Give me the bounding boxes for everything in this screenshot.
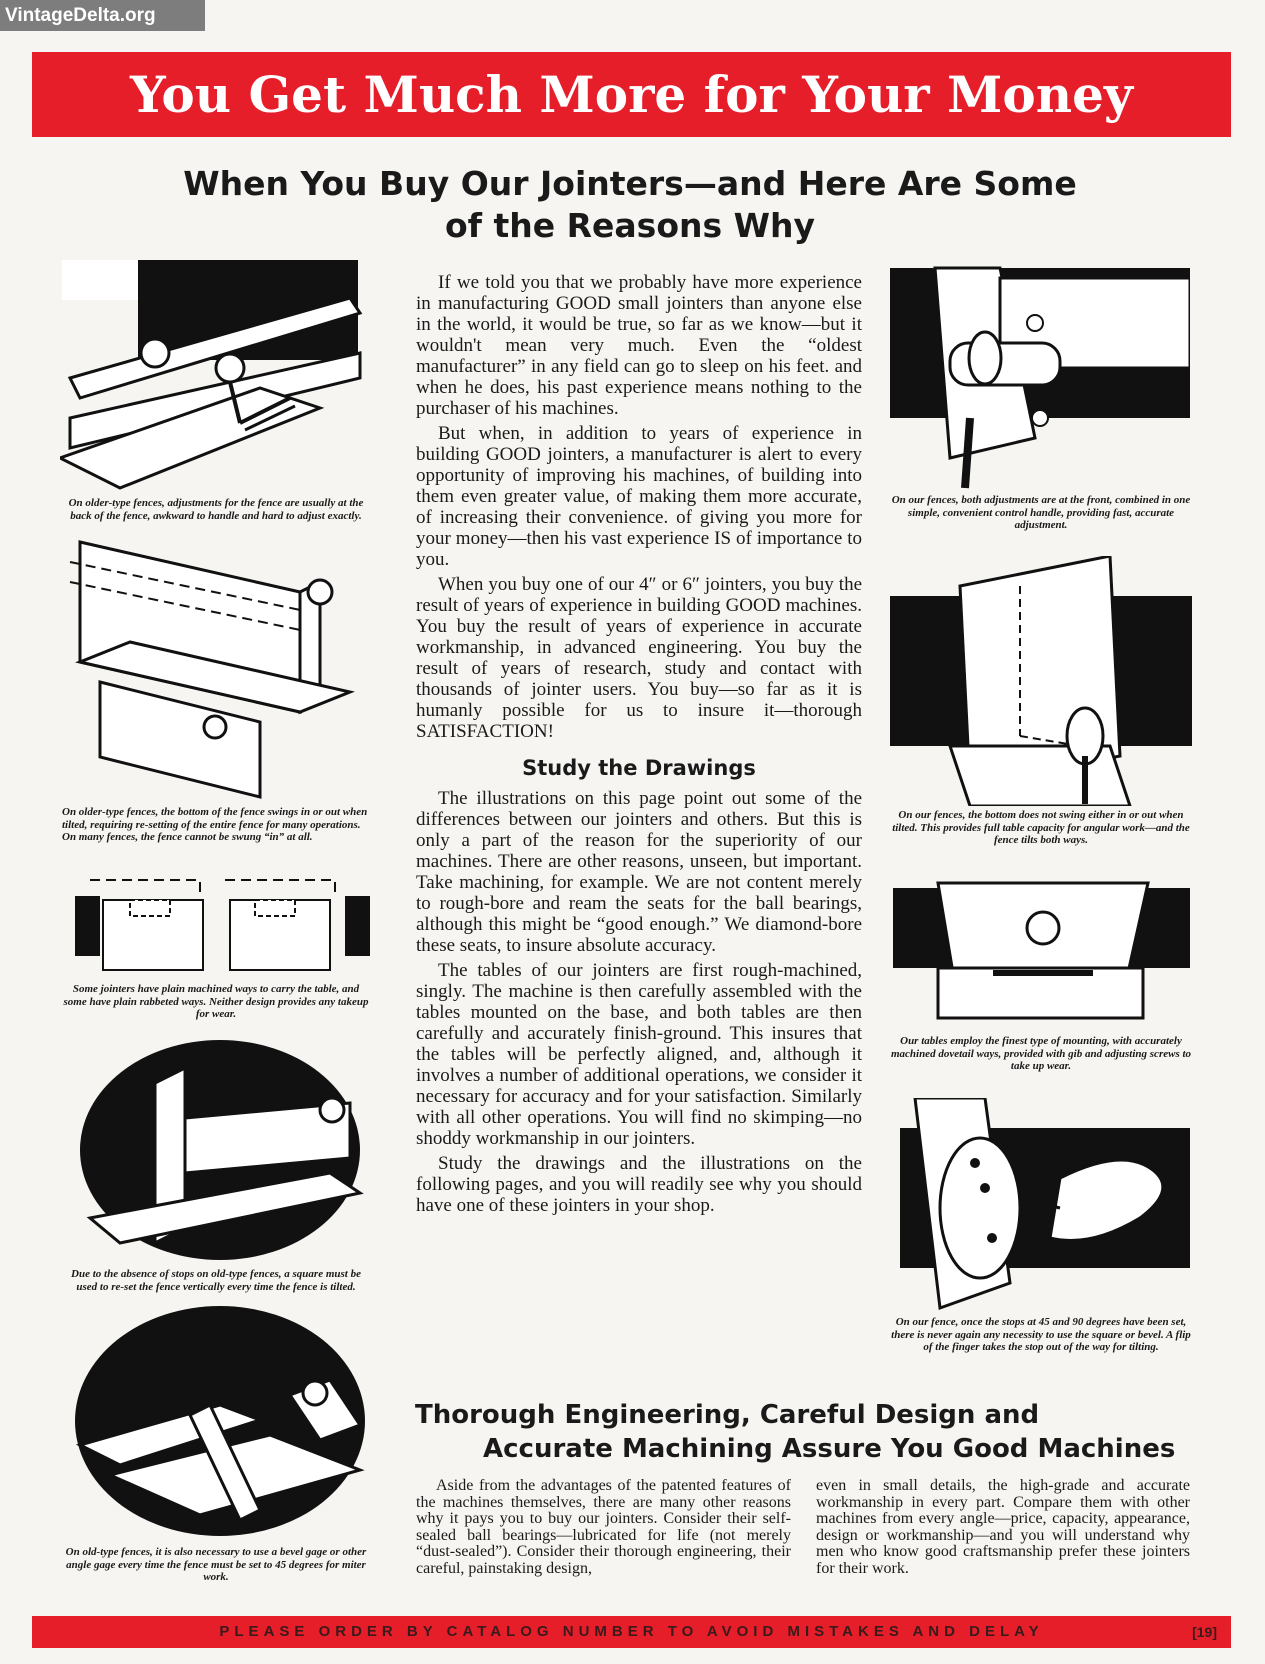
illustration-bevel-gage: [60, 1305, 380, 1537]
caption-old-fence-bottom-swing: On older-type fences, the bottom of the fence swings in or out when tilted, requiring re-setting of the entire fence for many operations. On many fences, the fence cannot be swung “in” at all.: [62, 806, 368, 843]
study-paragraph-1: The illustrations on this page point out some of the differences between our jointers and others. But this is only a part of the reason for the superiority of our machines. There are other reasons, unseen, but important. Take machining, for example. We are not content merely to rough-bore and ream the seats for the ball bearings, although this might be “good enough.” We diamond-bore these seats, to insure absolute accuracy.: [416, 788, 862, 956]
caption-dovetail-ways: Our tables employ the finest type of mounting, with accurately machined dovetail ways, provided with gib and adjusting screws to take up wear.: [890, 1035, 1192, 1072]
site-watermark: VintageDelta.org: [0, 0, 205, 31]
engineering-column-1: [416, 1478, 791, 1577]
study-paragraph-3: Study the drawings and the illustrations on the following pages, and you will readily see why you should have one of these jointers in your shop.: [416, 1153, 862, 1216]
study-paragraph-2: The tables of our jointers are first rough-machined, singly. The machine is then carefully assembled with the tables mounted on the base, and both tables are then carefully and accurately finish-ground. This insures that the tables will be perfectly aligned, and, although it involves a number of additional operations, we consider it necessary for accuracy and for your satisfaction. Similarly with all other operations. You will find no skimping—no shoddy workmanship in our jointers.: [416, 960, 862, 1149]
illustration-front-control-handle: [890, 258, 1190, 490]
footer-order-notice: PLEASE ORDER BY CATALOG NUMBER TO AVOID MISTAKES AND DELAY: [219, 1623, 1044, 1640]
caption-bevel-gage: On old-type fences, it is also necessary to use a bevel gage or other angle gage every time the fence must be set to 45 degrees for miter work.: [65, 1546, 367, 1583]
illustration-square-reset: [60, 1038, 380, 1263]
caption-old-fence-adjustment: On older-type fences, adjustments for the fence are usually at the back of the fence, awkward to handle and hard to adjust exactly.: [68, 497, 364, 522]
illustration-dovetail-ways: [893, 873, 1190, 1021]
engineering-column-2: [816, 1478, 1190, 1577]
page-number: [19]: [1192, 1624, 1217, 1640]
engineering-heading-line-2: Accurate Machining Assure You Good Machines: [483, 1434, 1176, 1464]
engineering-heading-line-1: Thorough Engineering, Careful Design and: [415, 1400, 1040, 1430]
intro-paragraph-2: But when, in addition to years of experience in building GOOD jointers, a manufacturer is alert to every opportunity of improving his machines, of building into them even greater value, of making them more accurate, of increasing their convenience. of giving you more for your money—then his vast experience IS of importance to you.: [416, 423, 862, 570]
page-banner: You Get Much More for Your Money: [32, 52, 1231, 137]
caption-square-reset: Due to the absence of stops on old-type fences, a square must be used to re-set the fence vertically every time the fence is tilted.: [71, 1268, 361, 1293]
illustration-fence-stops: [900, 1098, 1190, 1313]
engineering-heading: [415, 1398, 1195, 1466]
study-drawings-heading: Study the Drawings: [522, 756, 756, 780]
illustration-plain-ways: [75, 872, 370, 980]
caption-fence-stops: On our fence, once the stops at 45 and 90 degrees have been set, there is never again any necessity to use the square or bevel. A flip of the finger takes the stop out of the way for tilting.: [891, 1316, 1191, 1353]
subtitle-line-1: When You Buy Our Jointers—and Here Are Some: [183, 164, 1077, 203]
footer-bar: [32, 1616, 1231, 1648]
engineering-paragraph-1: Aside from the advantages of the patented features of the machines themselves, there are many other reasons why it pays you to buy our jointers. Consider their self-sealed ball bearings—lubricated for life (not merely “dust-sealed”). Consider their thorough engineering, their careful, painstaking design,: [416, 1477, 791, 1577]
intro-paragraph-3: When you buy one of our 4″ or 6″ jointers, you buy the result of years of experience in building GOOD machines. You buy the result of years of experience in accurate workmanship, in advanced engineering. You buy the result of years of research, study and contact with thousands of jointer users. You buy—so far as it is humanly possible for us to insure it—thorough SATISFACTION!: [416, 574, 862, 742]
caption-plain-ways: Some jointers have plain machined ways to carry the table, and some have plain rabbeted ways. Neither design provides any takeup for wear.: [63, 983, 369, 1020]
subtitle-line-2: of the Reasons Why: [444, 206, 816, 245]
intro-paragraph-1: If we told you that we probably have more experience in manufacturing GOOD small jointers than anyone else in the world, it would be true, so far as we know—but it wouldn't mean very much. Even the “oldest manufacturer” in any field can go to sleep on his feet. and when he does, his past experience means nothing to the purchaser of his machines.: [416, 272, 862, 419]
illustration-old-fence-adjustment: [60, 258, 375, 493]
page-subtitle: [130, 163, 1130, 247]
engineering-paragraph-2: even in small details, the high-grade and accurate workmanship in every part. Compare them with other machines from every angle—price, capacity, appearance, design or workmanship—and you will understand why men who know good craftsmanship prefer these jointers for their work.: [816, 1477, 1190, 1577]
illustration-fence-no-swing: [890, 556, 1192, 806]
main-text-column: [416, 272, 862, 1216]
caption-front-control-handle: On our fences, both adjustments are at the front, combined in one simple, convenient control handle, providing fast, accurate adjustment.: [891, 494, 1191, 531]
caption-fence-no-swing: On our fences, the bottom does not swing either in or out when tilted. This provides full table capacity for angular work—and the fence tilts both ways.: [892, 809, 1190, 846]
illustration-old-fence-bottom-swing: [60, 532, 375, 800]
